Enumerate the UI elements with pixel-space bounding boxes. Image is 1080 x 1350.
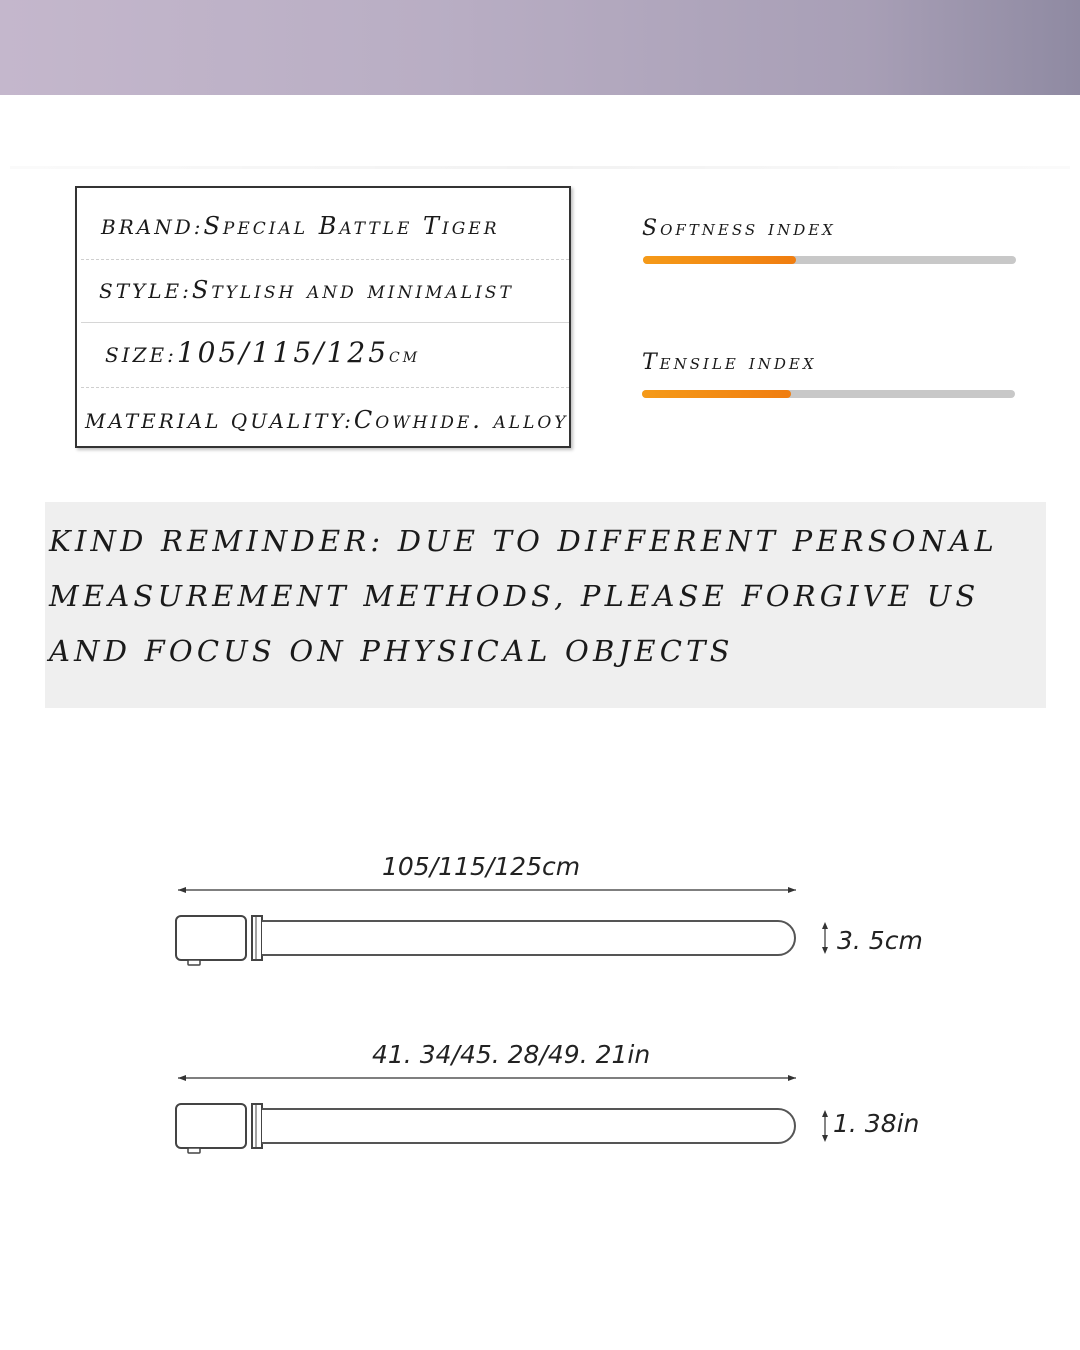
row-separator xyxy=(81,387,569,388)
kind-reminder-text: KIND REMINDER: DUE TO DIFFERENT PERSONAL MEASUREMENT METHODS, PLEASE FORGIVE US AND FOCUS ON PHYSICAL OBJECTS xyxy=(49,524,998,668)
spec-style-label: STYLE: xyxy=(99,279,192,303)
imperial-length-label: 41. 34/45. 28/49. 21in xyxy=(372,1040,651,1069)
spec-size-label: SIZE: xyxy=(105,343,177,367)
belt-icon xyxy=(176,916,795,965)
spec-material-label: MATERIAL QUALITY: xyxy=(85,409,354,433)
row-separator xyxy=(81,259,569,260)
belt-diagram-imperial xyxy=(170,1068,830,1158)
softness-index-fill xyxy=(643,256,796,264)
softness-index-label: Softness index xyxy=(642,216,836,241)
spec-material xyxy=(85,406,577,434)
belt-icon xyxy=(176,1104,795,1153)
kind-reminder-panel xyxy=(45,502,1046,708)
row-separator xyxy=(81,322,569,323)
divider xyxy=(10,166,1070,169)
tensile-index-label: Tensile index xyxy=(642,350,817,375)
spec-style-value: Stylish and minimalist xyxy=(191,276,514,304)
belt-diagram-metric xyxy=(170,880,830,970)
metric-width-label: 3. 5cm xyxy=(837,926,923,955)
tensile-index-fill xyxy=(642,390,791,398)
metric-length-label: 105/115/125cm xyxy=(382,852,581,881)
spec-brand-value: Special Battle Tiger xyxy=(203,212,500,240)
spec-brand-label: BRAND: xyxy=(101,215,204,239)
spec-style xyxy=(99,276,591,304)
top-banner xyxy=(0,0,1080,95)
spec-size xyxy=(105,336,597,369)
spec-table xyxy=(75,186,571,448)
spec-size-unit: cm xyxy=(389,343,421,367)
tensile-index-bar xyxy=(642,390,1015,398)
spec-brand xyxy=(101,212,593,240)
spec-size-value: 105/115/125 xyxy=(176,336,390,369)
softness-index-bar xyxy=(643,256,1016,264)
imperial-width-label: 1. 38in xyxy=(833,1109,920,1138)
spec-material-value: Cowhide. alloy xyxy=(353,406,569,434)
